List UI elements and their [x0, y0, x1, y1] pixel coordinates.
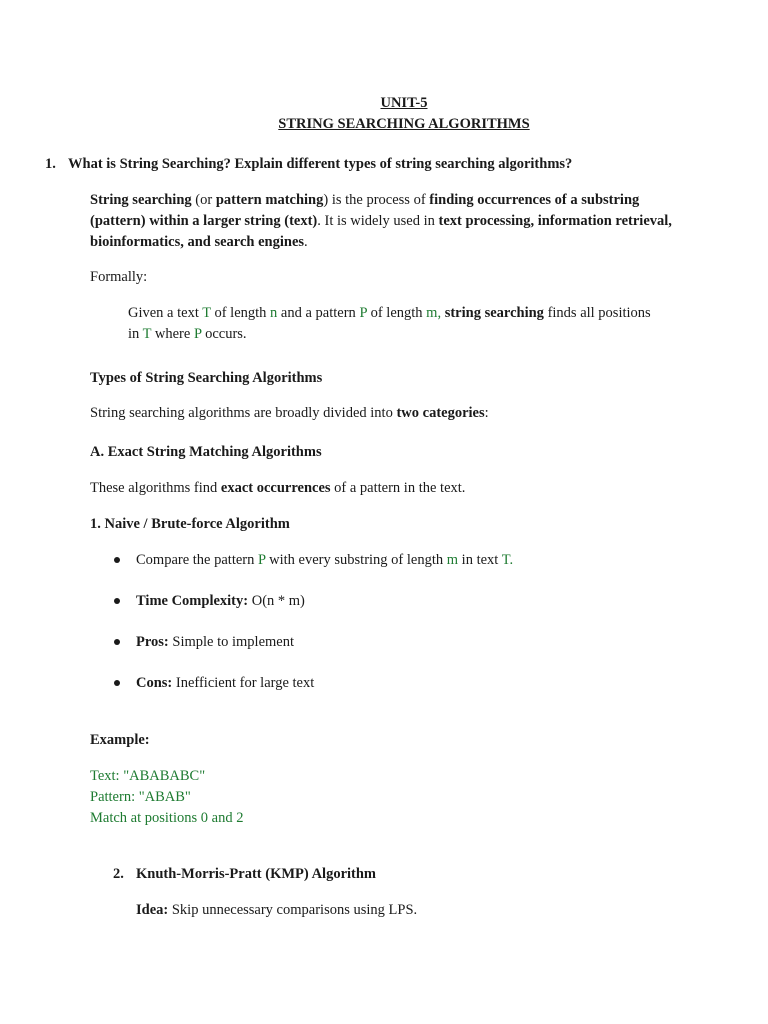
exact-matching-text: These algorithms find exact occurrences of a pattern in the text.: [90, 480, 466, 496]
naive-bullet-pros: Pros: Simple to implement: [136, 634, 295, 650]
example-pattern: Pattern: "ABAB": [90, 789, 191, 805]
kmp-heading: Knuth-Morris-Pratt (KMP) Algorithm: [136, 866, 377, 882]
formally-label: Formally:: [90, 269, 148, 285]
kmp-idea: Idea: Skip unnecessary comparisons using LPS.: [136, 902, 418, 918]
term-string-searching: String searching: [90, 192, 192, 208]
document-title: STRING SEARCHING ALGORITHMS: [278, 116, 530, 132]
formal-definition-line-1: Given a text T of length n and a pattern P of length m, string searching finds all positions: [128, 305, 651, 321]
bullet-dot: [114, 598, 120, 604]
naive-algorithm-heading: 1. Naive / Brute-force Algorithm: [90, 516, 290, 532]
bullet-dot: [114, 639, 120, 645]
formal-definition-line-2: in T where P occurs.: [128, 326, 247, 342]
bullet-dot: [114, 557, 120, 563]
naive-bullet-complexity: Time Complexity: O(n * m): [136, 593, 305, 609]
example-match: Match at positions 0 and 2: [90, 810, 244, 826]
bullet-dot: [114, 680, 120, 686]
kmp-number: 2.: [113, 866, 124, 882]
naive-bullet-cons: Cons: Inefficient for large text: [136, 675, 315, 691]
naive-bullet-compare: Compare the pattern P with every substring of length m in text T.: [136, 552, 514, 568]
example-text: Text: "ABABABC": [90, 768, 206, 784]
example-heading: Example:: [90, 732, 150, 748]
unit-heading: UNIT-5: [380, 95, 428, 111]
intro-line-2: (pattern) within a larger string (text). It is widely used in text processing, information retrieval,: [90, 213, 672, 229]
question-text: What is String Searching? Explain different types of string searching algorithms?: [68, 156, 573, 172]
intro-line-1: String searching (or pattern matching) is the process of finding occurrences of a substring: [90, 192, 640, 208]
types-heading: Types of String Searching Algorithms: [90, 370, 323, 386]
term-pattern-matching: pattern matching: [215, 192, 324, 208]
intro-line-3: bioinformatics, and search engines.: [90, 234, 308, 250]
types-text: String searching algorithms are broadly divided into two categories:: [90, 405, 489, 421]
question-number: 1.: [45, 156, 56, 172]
exact-matching-heading: A. Exact String Matching Algorithms: [90, 444, 322, 460]
